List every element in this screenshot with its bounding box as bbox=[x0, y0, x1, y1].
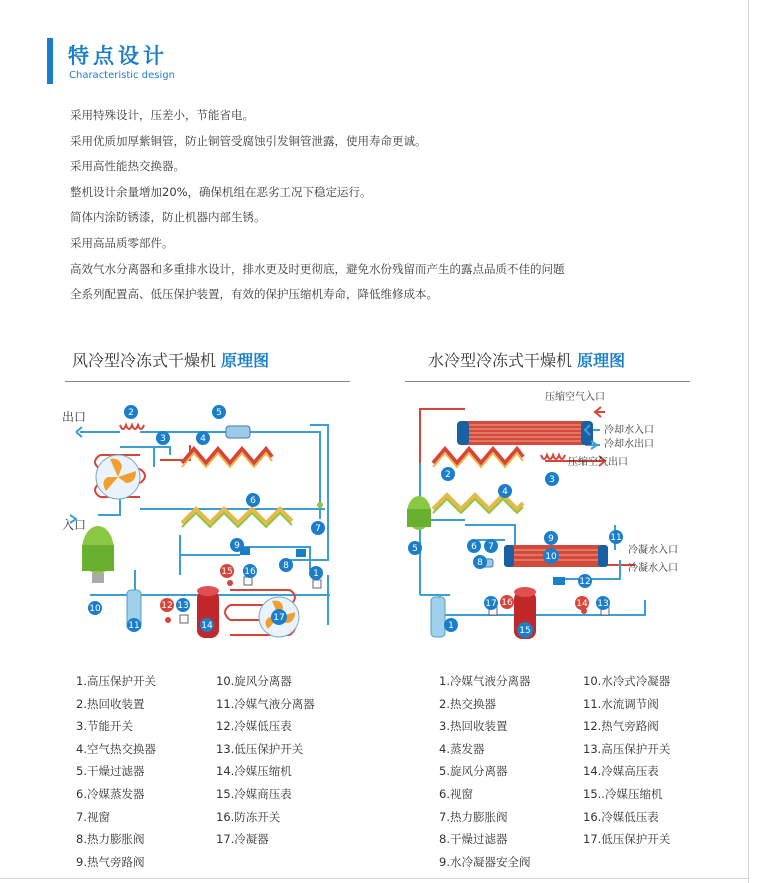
page-subtitle: Characteristic design bbox=[69, 70, 175, 81]
legend-item: 8.热力膨胀阀 bbox=[76, 832, 145, 847]
marker-5: 5 bbox=[216, 408, 222, 418]
wmarker-3: 3 bbox=[549, 475, 555, 485]
legend-item: 15..冷媒压缩机 bbox=[583, 786, 663, 801]
wmarker-14: 14 bbox=[576, 599, 588, 609]
legend-item: 10.水冷式冷凝器 bbox=[583, 674, 671, 688]
legend-item: 3.节能开关 bbox=[76, 719, 133, 734]
legend-item: 11.冷媒气液分离器 bbox=[216, 696, 315, 711]
legend-item: 5.干燥过滤器 bbox=[76, 764, 145, 779]
legend-item: 1.冷媒气液分离器 bbox=[439, 674, 531, 688]
title-accent-bar bbox=[47, 38, 53, 84]
air-cooled-legend-col1 bbox=[76, 670, 156, 873]
wmarker-2: 2 bbox=[445, 470, 451, 480]
air-outlet-label: 出口 bbox=[62, 410, 87, 424]
air-cooled-schematic bbox=[60, 395, 360, 655]
feature-item: 高效气水分离器和多重排水设计，排水更及时更彻底，避免水份残留而产生的露点品质不佳的问题 bbox=[70, 261, 565, 276]
legend-item: 15.冷媒商压表 bbox=[216, 786, 292, 801]
feature-list bbox=[70, 103, 565, 308]
water-cooled-legend-col2 bbox=[583, 670, 670, 851]
marker-10: 10 bbox=[89, 604, 101, 614]
feature-item: 采用高性能热交换器。 bbox=[70, 159, 185, 174]
legend-item: 2.热回收装置 bbox=[76, 696, 145, 711]
legend-item: 13.高压保护开关 bbox=[583, 741, 671, 756]
marker-9: 9 bbox=[234, 541, 240, 551]
legend-item: 5.旋风分离器 bbox=[439, 764, 508, 779]
water-cooled-title bbox=[428, 348, 625, 371]
marker-15: 15 bbox=[221, 567, 233, 577]
marker-1: 1 bbox=[313, 569, 319, 579]
wmarker-9: 9 bbox=[548, 534, 554, 544]
legend-item: 2.热交换器 bbox=[439, 696, 496, 711]
marker-7: 7 bbox=[315, 524, 321, 534]
legend-item: 8.干燥过滤器 bbox=[439, 832, 508, 847]
feature-item: 整机设计余量增加20%，确保机组在恶劣工况下稳定运行。 bbox=[70, 184, 372, 199]
wmarker-12: 12 bbox=[579, 577, 591, 587]
wmarker-17: 17 bbox=[485, 599, 497, 609]
feature-item: 采用优质加厚紫铜管，防止铜管受腐蚀引发铜管泄露，使用寿命更诚。 bbox=[70, 133, 427, 148]
wmarker-6: 6 bbox=[471, 542, 477, 552]
legend-item: 4.蒸发器 bbox=[439, 741, 485, 756]
air-in-label: 压缩空气入口 bbox=[545, 392, 605, 403]
air-cooled-title-main: 风冷型冷冻式干燥机 bbox=[72, 351, 217, 370]
air-cooled-underline bbox=[65, 381, 350, 382]
marker-12: 12 bbox=[161, 601, 173, 611]
marker-3: 3 bbox=[160, 434, 166, 444]
condensate-out-label: 冷凝水入口 bbox=[628, 563, 678, 574]
legend-item: 12.热气旁路阀 bbox=[583, 719, 659, 734]
air-cooled-legend-col2 bbox=[216, 670, 315, 851]
legend-item: 11.水流调节阀 bbox=[583, 696, 659, 711]
legend-item: 10.旋风分离器 bbox=[216, 674, 292, 688]
air-cooled-title-highlight: 原理图 bbox=[221, 351, 270, 370]
feature-item: 采用高品质零部件。 bbox=[70, 235, 174, 250]
wmarker-1: 1 bbox=[448, 621, 454, 631]
marker-4: 4 bbox=[200, 434, 206, 444]
legend-item: 12.冷媒低压表 bbox=[216, 719, 292, 734]
legend-item: 6.冷媒蒸发器 bbox=[76, 786, 145, 801]
legend-item: 7.热力膨胀阀 bbox=[439, 809, 508, 824]
legend-item: 3.热回收装置 bbox=[439, 719, 508, 734]
legend-item: 6.视窗 bbox=[439, 786, 473, 801]
feature-item: 采用特殊设计，压差小，节能省电。 bbox=[70, 108, 254, 122]
wmarker-8: 8 bbox=[477, 558, 483, 568]
water-cooled-title-highlight: 原理图 bbox=[577, 351, 626, 370]
legend-item: 14.冷媒压缩机 bbox=[216, 764, 292, 779]
wmarker-11: 11 bbox=[610, 533, 622, 543]
marker-8: 8 bbox=[283, 561, 289, 571]
condensate-in-label: 冷凝水入口 bbox=[628, 545, 678, 556]
air-cooled-title bbox=[72, 348, 269, 371]
water-cooled-title-main: 水冷型冷冻式干燥机 bbox=[428, 351, 573, 370]
marker-16: 16 bbox=[244, 567, 256, 577]
legend-item: 1.高压保护开关 bbox=[76, 674, 156, 688]
page-title: 特点设计 bbox=[68, 44, 168, 68]
wmarker-4: 4 bbox=[502, 487, 508, 497]
legend-item: 9.热气旁路阀 bbox=[76, 854, 145, 869]
legend-item: 7.视窗 bbox=[76, 809, 110, 824]
legend-item: 17.低压保护开关 bbox=[583, 832, 671, 847]
cooling-water-in-label: 冷却水入口 bbox=[604, 425, 654, 436]
water-cooled-legend-col1 bbox=[439, 670, 530, 873]
page-border-right bbox=[748, 0, 749, 883]
feature-item: 简体内涂防锈漆，防止机器内部生锈。 bbox=[70, 210, 266, 225]
marker-6: 6 bbox=[250, 496, 256, 506]
wmarker-16: 16 bbox=[501, 598, 513, 608]
wmarker-10: 10 bbox=[545, 552, 557, 562]
legend-item: 4.空气热交换器 bbox=[76, 741, 156, 756]
legend-item: 14.冷媒高压表 bbox=[583, 764, 659, 779]
air-out-label: 压缩空气出口 bbox=[568, 457, 628, 468]
marker-13: 13 bbox=[177, 601, 189, 611]
legend-item: 16.防冻开关 bbox=[216, 809, 281, 824]
page-border-bottom bbox=[0, 878, 749, 879]
cooling-water-out-label: 冷却水出口 bbox=[604, 439, 654, 450]
wmarker-5: 5 bbox=[412, 544, 418, 554]
legend-item: 17.冷凝器 bbox=[216, 832, 269, 847]
feature-item: 全系列配置高、低压保护装置，有效的保护压缩机寿命，降低维修成本。 bbox=[70, 287, 438, 302]
marker-17: 17 bbox=[273, 613, 285, 623]
wmarker-7: 7 bbox=[488, 542, 494, 552]
water-cooled-schematic bbox=[405, 385, 705, 655]
water-cooled-underline bbox=[405, 381, 690, 382]
wmarker-15: 15 bbox=[519, 626, 531, 636]
marker-14: 14 bbox=[201, 621, 213, 631]
legend-item: 9.水冷凝器安全阀 bbox=[439, 854, 531, 869]
marker-2: 2 bbox=[128, 408, 134, 418]
legend-item: 16.冷媒低压表 bbox=[583, 809, 659, 824]
marker-11: 11 bbox=[128, 621, 140, 631]
wmarker-13: 13 bbox=[597, 599, 609, 609]
legend-item: 13.低压保护开关 bbox=[216, 741, 304, 756]
air-inlet-label: 入口 bbox=[62, 518, 87, 532]
